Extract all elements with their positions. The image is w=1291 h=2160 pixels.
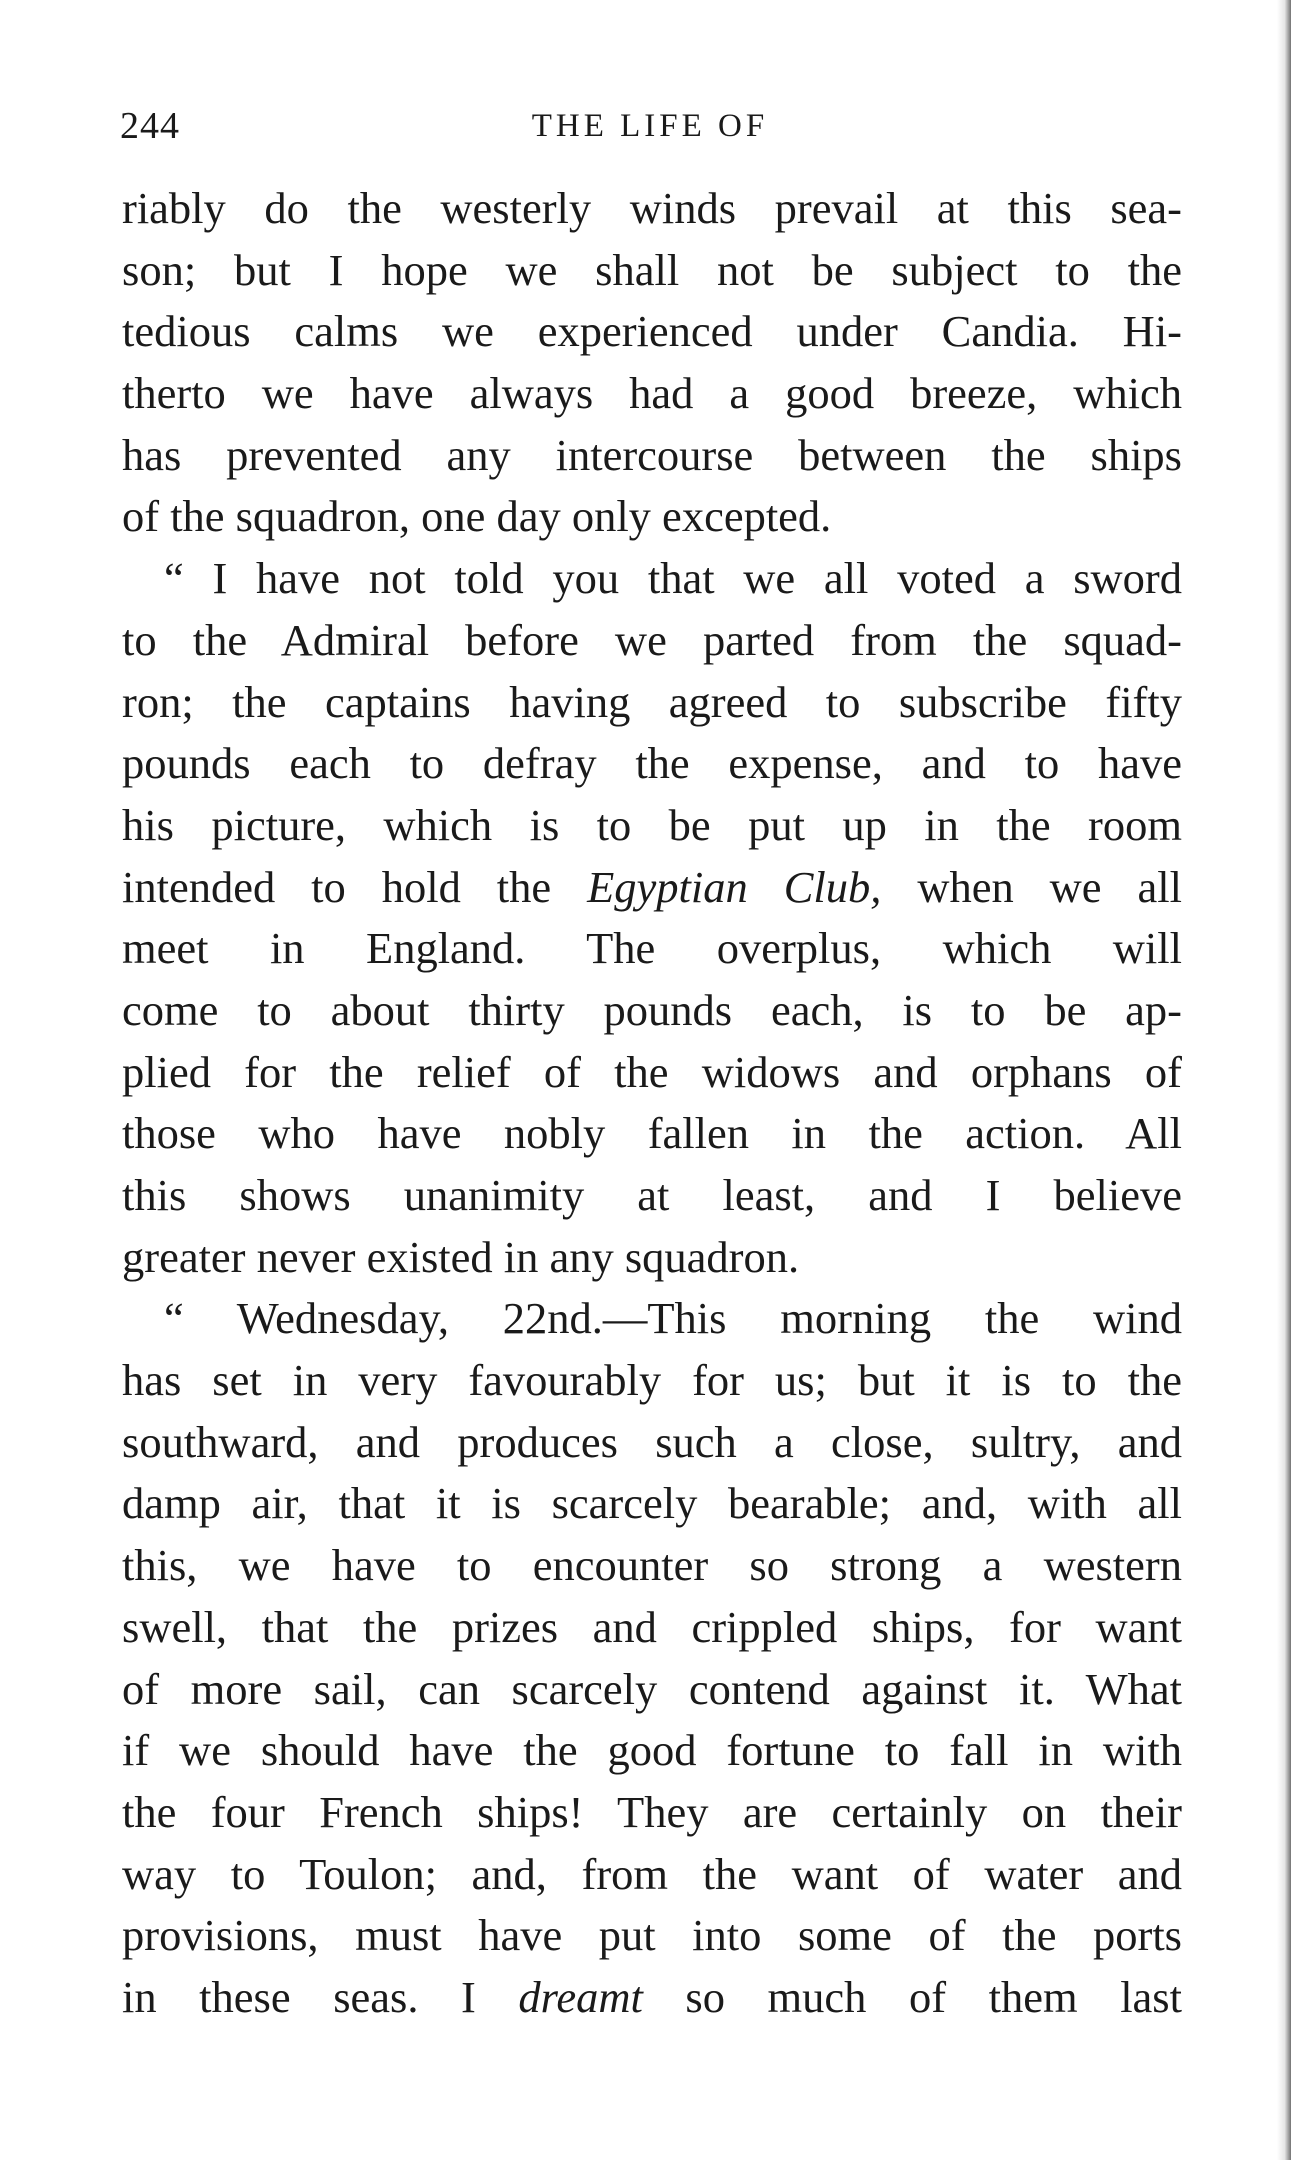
text-line: greater never existed in any squadron. [122, 1231, 800, 1282]
text-line: therto we have always had a good breeze, which [122, 368, 1182, 419]
text-line: tedious calms we experienced under Candia. Hi- [122, 306, 1182, 357]
text-line: pounds each to defray the expense, and to have [122, 738, 1182, 789]
paragraph [122, 178, 1182, 548]
text-line: the four French ships! They are certainly on their [122, 1786, 1182, 1837]
text-line: come to about thirty pounds each, is to be ap- [122, 984, 1182, 1035]
text-line: swell, that the prizes and crippled ships, for want [122, 1601, 1182, 1652]
page-number: 244 [120, 105, 180, 147]
text-line: riably do the westerly winds prevail at this sea- [122, 183, 1182, 233]
text-line: southward, and produces such a close, sultry, and [122, 1416, 1182, 1467]
text-line: meet in England. The overplus, which will [122, 923, 1182, 974]
paragraph [122, 548, 1182, 1288]
text-line: son; but I hope we shall not be subject to the [122, 244, 1182, 295]
text-line: those who have nobly fallen in the action. All [122, 1108, 1182, 1159]
text-line: this shows unanimity at least, and I believe [122, 1170, 1182, 1220]
page-edge-shadow [1277, 0, 1291, 2160]
paragraph [122, 1288, 1182, 2028]
text-line: plied for the relief of the widows and orphans of [122, 1046, 1182, 1097]
text-line: if we should have the good fortune to fall in with [122, 1725, 1182, 1776]
italic-word: dreamt [518, 1971, 643, 2022]
text-line: in these seas. I dreamt so much of them last [122, 1971, 1182, 2022]
body-text [122, 178, 1182, 2029]
italic-title: Egyptian Club, [587, 861, 882, 912]
text-line: “ Wednesday, 22nd.—This morning the wind [164, 1293, 1182, 1344]
text-line: provisions, must have put into some of the ports [122, 1910, 1182, 1961]
text-line: of the squadron, one day only excepted. [122, 491, 832, 542]
text-line: intended to hold the Egyptian Club, when we all [122, 861, 1182, 912]
text-line: has set in very favourably for us; but it is to the [122, 1355, 1182, 1406]
running-head [120, 104, 1180, 154]
text-line: his picture, which is to be put up in the room [122, 799, 1182, 850]
text-line: this, we have to encounter so strong a western [122, 1540, 1182, 1591]
text-line: to the Admiral before we parted from the squad- [122, 614, 1182, 665]
text-line: damp air, that it is scarcely bearable; and, with all [122, 1478, 1182, 1529]
text-line: of more sail, can scarcely contend against it. What [122, 1663, 1182, 1714]
text-line: “ I have not told you that we all voted a sword [164, 553, 1182, 604]
text-line: ron; the captains having agreed to subscribe fifty [122, 676, 1182, 727]
text-line: way to Toulon; and, from the want of water and [122, 1848, 1182, 1899]
running-head-title: THE LIFE OF [531, 108, 769, 144]
text-line: has prevented any intercourse between the ships [122, 429, 1182, 480]
